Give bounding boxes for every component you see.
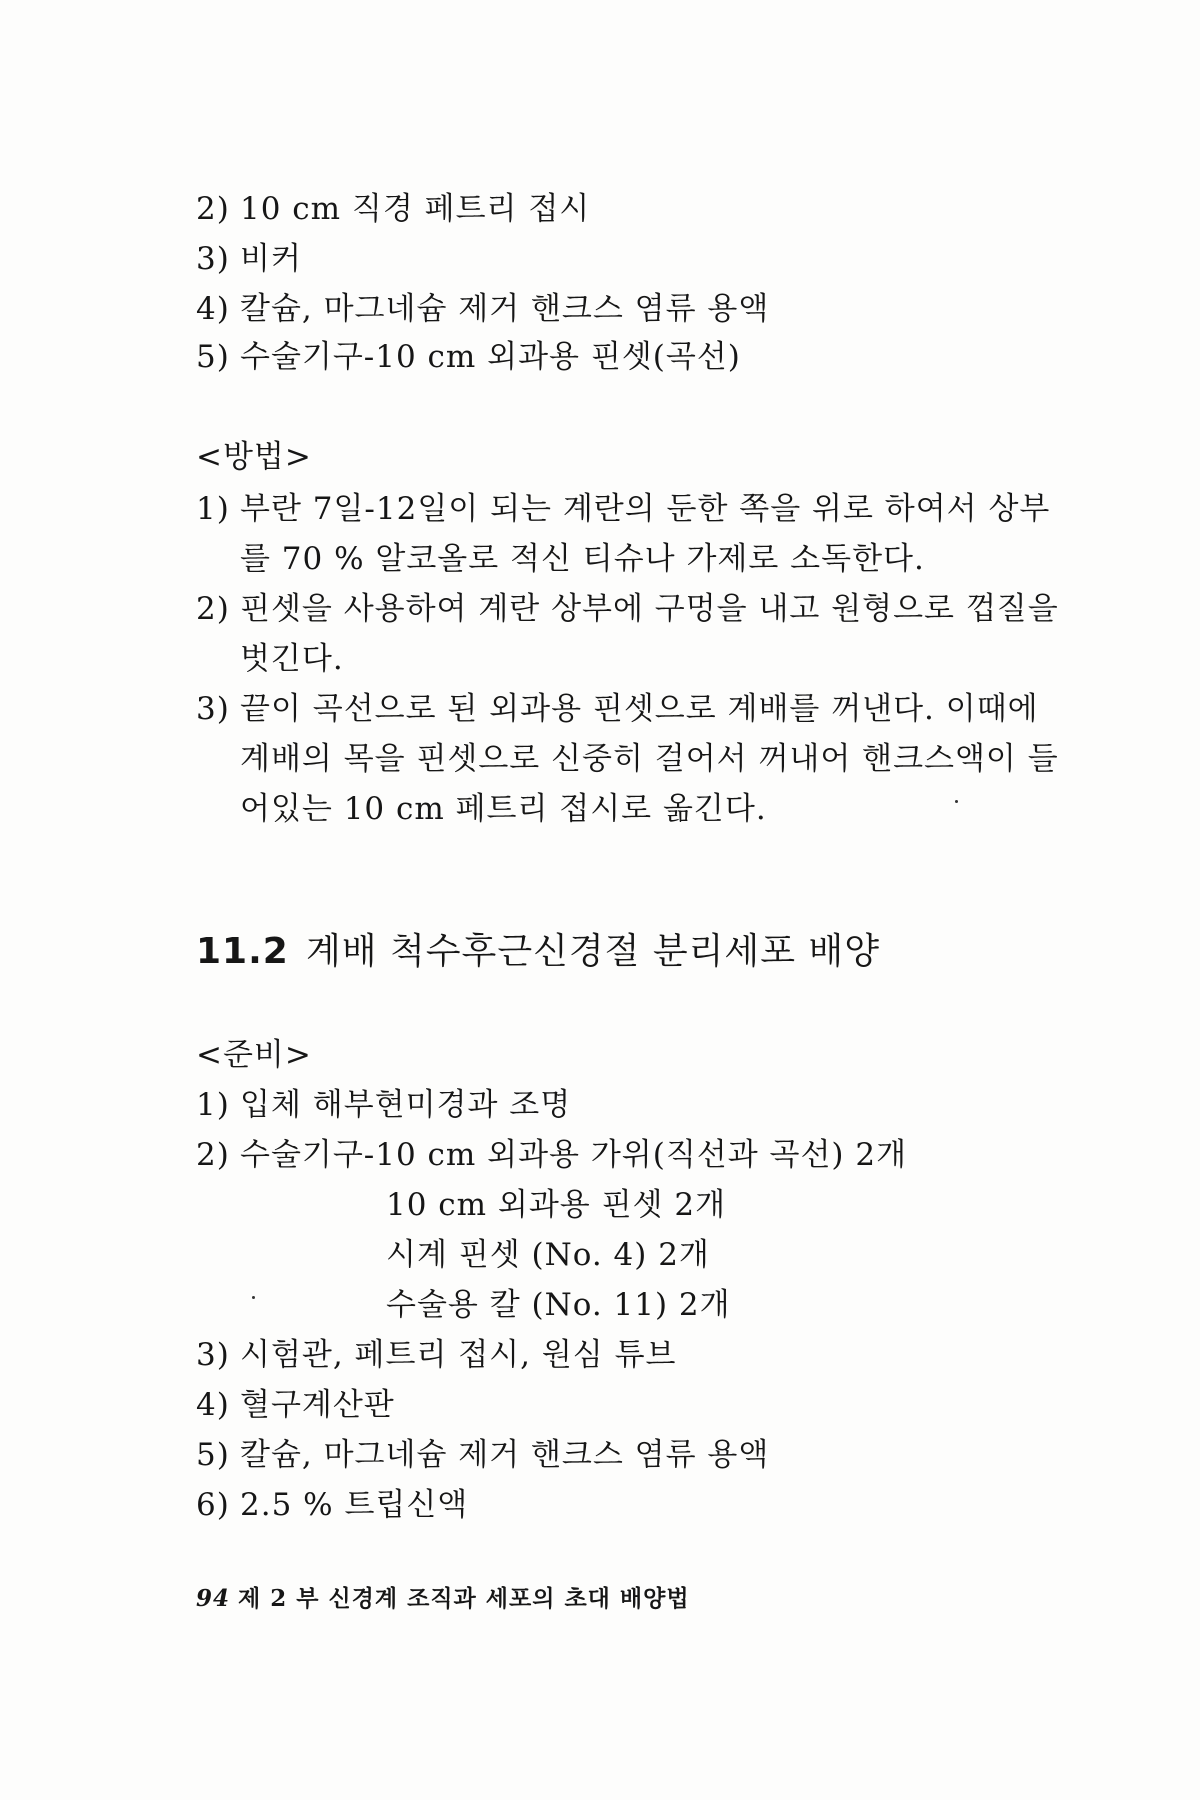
method-step-continuation: 벗긴다. bbox=[240, 641, 344, 677]
list-item: 5) 칼슘, 마그네슘 제거 핸크스 염류 용액 bbox=[196, 1437, 770, 1473]
list-item: 1) 입체 해부현미경과 조명 bbox=[196, 1087, 572, 1123]
section-heading bbox=[196, 930, 880, 974]
method-step: 2) 핀셋을 사용하여 계란 상부에 구멍을 내고 원형으로 껍질을 bbox=[196, 591, 1059, 627]
scan-speck bbox=[252, 1296, 255, 1299]
list-item-continuation: 수술용 칼 (No. 11) 2개 bbox=[386, 1287, 731, 1323]
method-step-continuation: 계배의 목을 핀셋으로 신중히 걸어서 꺼내어 핸크스액이 들 bbox=[240, 741, 1059, 777]
list-item: 2) 10 cm 직경 페트리 접시 bbox=[196, 191, 591, 227]
list-item: 6) 2.5 % 트립신액 bbox=[196, 1487, 469, 1523]
list-item: 5) 수술기구-10 cm 외과용 핀셋(곡선) bbox=[196, 339, 741, 375]
page-number: 94 bbox=[196, 1585, 231, 1612]
list-item-continuation: 시계 핀셋 (No. 4) 2개 bbox=[386, 1237, 710, 1273]
list-item: 4) 칼슘, 마그네슘 제거 핸크스 염류 용액 bbox=[196, 291, 770, 327]
running-title: 제 2 부 신경계 조직과 세포의 초대 배양법 bbox=[238, 1585, 690, 1612]
list-item: 2) 수술기구-10 cm 외과용 가위(직선과 곡선) 2개 bbox=[196, 1137, 908, 1173]
prep-heading: <준비> bbox=[196, 1037, 312, 1073]
page-footer bbox=[196, 1584, 690, 1614]
method-step: 1) 부란 7일-12일이 되는 계란의 둔한 쪽을 위로 하여서 상부 bbox=[196, 491, 1051, 527]
list-item: 4) 혈구계산판 bbox=[196, 1387, 395, 1423]
method-step-continuation: 를 70 % 알코올로 적신 티슈나 가제로 소독한다. bbox=[240, 541, 925, 577]
section-number: 11.2 bbox=[196, 931, 289, 972]
method-step-continuation: 어있는 10 cm 페트리 접시로 옮긴다. bbox=[240, 791, 767, 827]
method-heading: <방법> bbox=[196, 439, 312, 475]
section-title: 계배 척수후근신경절 분리세포 배양 bbox=[306, 931, 880, 972]
scan-speck bbox=[955, 800, 958, 803]
list-item: 3) 비커 bbox=[196, 241, 302, 277]
method-step: 3) 끝이 곡선으로 된 외과용 핀셋으로 계배를 꺼낸다. 이때에 bbox=[196, 691, 1039, 727]
list-item: 3) 시험관, 페트리 접시, 원심 튜브 bbox=[196, 1337, 677, 1373]
list-item-continuation: 10 cm 외과용 핀셋 2개 bbox=[386, 1187, 727, 1223]
